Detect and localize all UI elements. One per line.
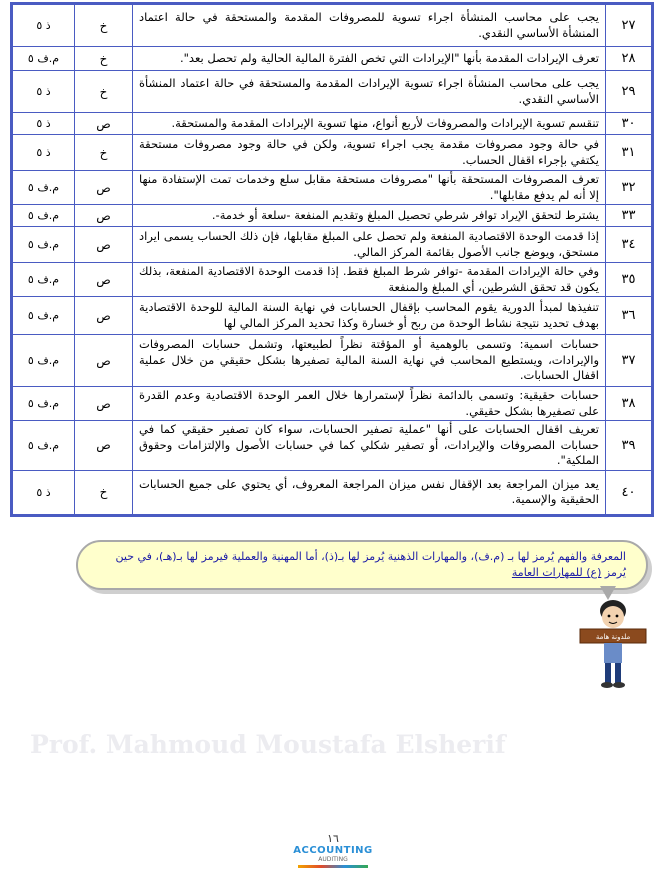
cartoon-character-icon [578,598,648,690]
skill-level-cell: م.ف ٥ [13,335,75,387]
answer-cell: ص [75,263,133,297]
question-statement: حسابات اسمية: وتسمى بالوهمية أو المؤقتة نظراً لطبيعتها، وتشمل حسابات المصروفات والإيرادات، ويستطيع المحاسب في نهاية السنة المالية تصفيرها بشكل حقيقي من خلال عملية اقفال الحسابات. [133,335,606,387]
table-row [13,71,652,113]
question-number: ٣١ [606,135,652,171]
table-row [13,47,652,71]
question-number: ٣٣ [606,205,652,227]
answer-cell: ص [75,335,133,387]
skill-level-cell: ذ ٥ [13,135,75,171]
skill-level-cell: م.ف ٥ [13,297,75,335]
answer-cell: ص [75,113,133,135]
skill-level-cell: م.ف ٥ [13,205,75,227]
table-row [13,171,652,205]
question-statement: يعد ميزان المراجعة بعد الإقفال نفس ميزان المراجعة المعروف، أي يحتوي على جميع الحسابات الحقيقية والإسمية. [133,470,606,514]
question-statement: إذا قدمت الوحدة الاقتصادية المنفعة ولم تحصل على المبلغ مقابلها، فإن ذلك الحساب يسمى ايراد مستحق، ويوضع جانب الأصول بقائمة المركز المالي. [133,227,606,263]
question-number: ٣٢ [606,171,652,205]
answer-cell: خ [75,71,133,113]
answer-cell: ص [75,171,133,205]
skill-level-cell: ذ ٥ [13,470,75,514]
question-number: ٣٦ [606,297,652,335]
question-number: ٣٨ [606,387,652,421]
page-footer [281,833,385,868]
question-statement: في حالة وجود مصروفات مقدمة يجب اجراء تسوية، ولكن في حالة وجود مصروفات مستحقة يكتفي بإجراء اقفال الحساب. [133,135,606,171]
badge-label: ملدونة هامة [595,633,631,641]
table-row [13,205,652,227]
logo-bar [298,865,368,868]
question-statement: يشترط لتحقق الإيراد توافر شرطي تحصيل المبلغ وتقديم المنفعة -سلعة أو خدمة-. [133,205,606,227]
table-row [13,135,652,171]
question-number: ٣٤ [606,227,652,263]
questions-table-body [13,5,652,515]
accounting-logo: ACCOUNTING [293,845,373,856]
question-number: ٣٠ [606,113,652,135]
table-row [13,5,652,47]
answer-cell: ص [75,205,133,227]
table-row [13,387,652,421]
answer-cell: خ [75,47,133,71]
question-number: ٢٧ [606,5,652,47]
answer-cell: ص [75,227,133,263]
skill-level-cell: ذ ٥ [13,71,75,113]
auditing-logo-text: AUDITING [318,856,348,863]
question-number: ٢٩ [606,71,652,113]
question-number: ٤٠ [606,470,652,514]
answer-cell: خ [75,5,133,47]
answer-cell: خ [75,470,133,514]
note-callout [76,540,648,590]
table-row [13,113,652,135]
skill-level-cell: م.ف ٥ [13,171,75,205]
question-number: ٣٥ [606,263,652,297]
answer-cell: ص [75,297,133,335]
page-number: ١٦ [327,832,339,845]
answer-cell: خ [75,135,133,171]
table-row [13,335,652,387]
question-statement: تعرف المصروفات المستحقة بأنها "مصروفات مستحقة مقابل سلع وخدمات تمت الإستفادة منها إلا أنه لم يدفع مقابلها". [133,171,606,205]
table-row [13,263,652,297]
question-statement: حسابات حقيقية: وتسمى بالدائمة نظراً لإستمرارها خلال العمر الوحدة الاقتصادية وعدم القدرة على تصفيرها بشكل حقيقي. [133,387,606,421]
skill-level-cell: م.ف ٥ [13,263,75,297]
question-statement: تعريف اقفال الحسابات على أنها "عملية تصفير الحسابات، سواء كان تصفير حقيقي كما في حسابات المصروفات والإيرادات، أو تصفير شكلي كما في حسابات الأصول والإلتزامات وحقوق الملكية". [133,421,606,471]
skill-level-cell: م.ف ٥ [13,387,75,421]
table-row [13,470,652,514]
question-statement: تنفيذها لمبدأ الدورية يقوم المحاسب بإقفال الحسابات في نهاية السنة المالية للوحدة الاقتصادية بهدف تحديد نتيجة نشاط الوحدة من ربح أو خسارة وكذا تحديد المركز المالي لها [133,297,606,335]
table-row [13,227,652,263]
skill-level-cell: ذ ٥ [13,113,75,135]
skill-level-cell: ذ ٥ [13,5,75,47]
table-row [13,297,652,335]
skill-level-cell: م.ف ٥ [13,227,75,263]
question-statement: يجب على محاسب المنشأة اجراء تسوية للمصروفات المقدمة والمستحقة في حالة اعتماد المنشأة الأساسي النقدي. [133,5,606,47]
question-statement: تعرف الإيرادات المقدمة بأنها "الإيرادات التي تخص الفترة المالية الحالية ولم تحصل بعد". [133,47,606,71]
skill-level-cell: م.ف ٥ [13,47,75,71]
question-number: ٣٧ [606,335,652,387]
question-statement: يجب على محاسب المنشأة اجراء تسوية الإيرادات المقدمة والمستحقة في حالة اعتماد المنشأة الأساسي النقدي. [133,71,606,113]
question-number: ٣٩ [606,421,652,471]
watermark-text: Prof. Mahmoud Moustafa Elsherif [30,730,506,759]
question-statement: تنقسم تسوية الإيرادات والمصروفات لأربع أنواع، منها تسوية الإيرادات المقدمة والمستحقة. [133,113,606,135]
note-text-line2: (ع) للمهارات العامة [511,566,602,579]
questions-table [10,2,654,517]
table-row [13,421,652,471]
note-text-line1: المعرفة والفهم يُرمز لها بـ (م.ف)، والمهارات الذهنية يُرمز لها بـ(ذ)، أما المهنية والعملية فيرمز لها بـ(هـ)، في حين يُرمز [115,550,626,579]
answer-cell: ص [75,421,133,471]
question-number: ٢٨ [606,47,652,71]
answer-cell: ص [75,387,133,421]
skill-level-cell: م.ف ٥ [13,421,75,471]
question-statement: وفي حالة الإيرادات المقدمة -توافر شرط المبلغ فقط. إذا قدمت الوحدة الاقتصادية المنفعة، بذلك يكون قد تحقق الشرطين، أي المبلغ والمنفعة [133,263,606,297]
